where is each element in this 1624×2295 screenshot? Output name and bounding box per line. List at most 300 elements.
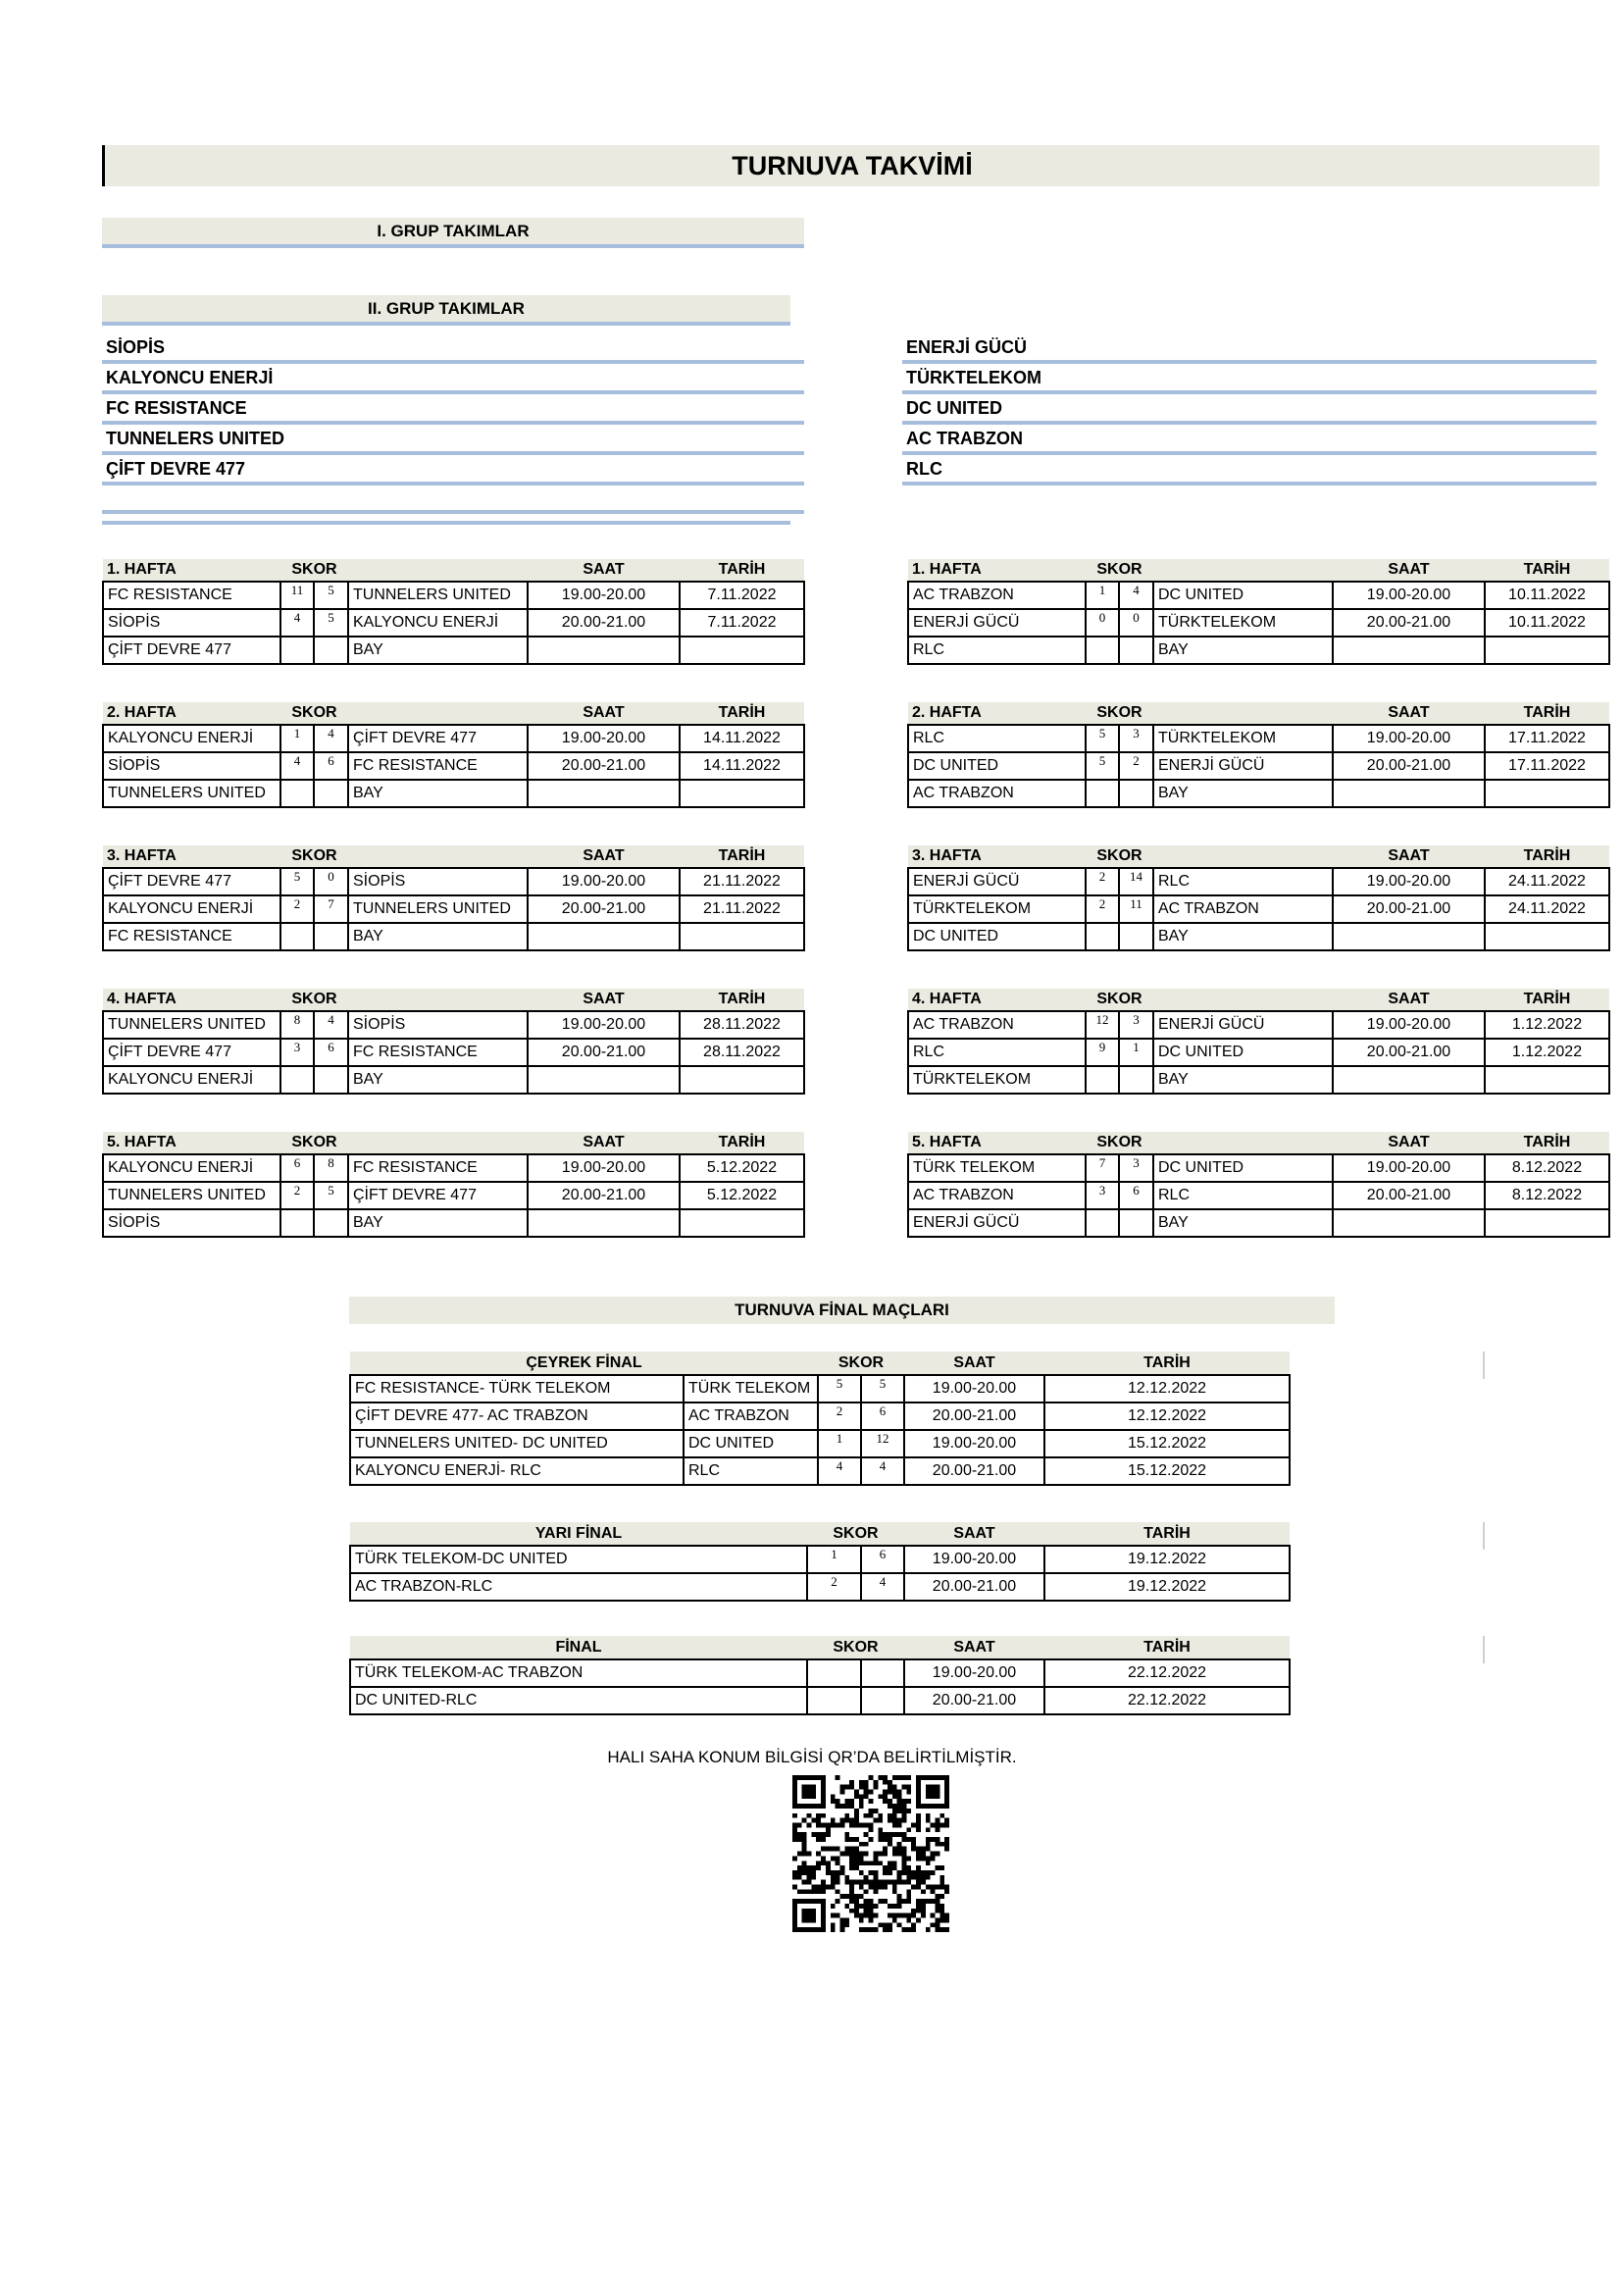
home-team: TÜRK TELEKOM [908, 1154, 1086, 1182]
match-date: 17.11.2022 [1485, 752, 1609, 780]
time-header: SAAT [528, 559, 680, 582]
score-1: 2 [807, 1573, 861, 1601]
week-title: 5. HAFTA [908, 1132, 1086, 1154]
home-team: SİOPİS [103, 1209, 280, 1237]
round-title: ÇEYREK FİNAL [350, 1352, 818, 1375]
date-header: TARİH [680, 559, 804, 582]
match-row [908, 1182, 1609, 1209]
away-score: 4 [1119, 582, 1153, 609]
home-team: SİOPİS [103, 752, 280, 780]
away-score: 4 [314, 725, 348, 752]
team-item [102, 455, 804, 485]
home-score: 4 [280, 752, 314, 780]
score-1: 5 [818, 1375, 861, 1402]
match-date: 5.12.2022 [680, 1182, 804, 1209]
home-score [1086, 923, 1119, 950]
week-header [103, 559, 804, 582]
match-date: 19.12.2022 [1044, 1573, 1290, 1601]
week-table [907, 1132, 1610, 1238]
home-score: 3 [280, 1039, 314, 1066]
week-title: 3. HAFTA [103, 845, 280, 868]
home-score: 5 [1086, 752, 1119, 780]
home-team: RLC [908, 637, 1086, 664]
match-date: 5.12.2022 [680, 1154, 804, 1182]
away-team: KALYONCU ENERJİ [348, 609, 528, 637]
home-score: 5 [280, 868, 314, 895]
time-header: SAAT [904, 1636, 1044, 1659]
match-row [103, 582, 804, 609]
cell-marker [1483, 1352, 1485, 1379]
home-team: ENERJİ GÜCÜ [908, 609, 1086, 637]
away-score: 4 [314, 1011, 348, 1039]
qr-code-icon[interactable] [792, 1775, 949, 1932]
match-date: 22.12.2022 [1044, 1687, 1290, 1714]
away-team: FC RESISTANCE [348, 1154, 528, 1182]
match-name: ÇİFT DEVRE 477- AC TRABZON [350, 1402, 684, 1430]
home-team: SİOPİS [103, 609, 280, 637]
week-table [907, 989, 1610, 1095]
home-team: TÜRKTELEKOM [908, 895, 1086, 923]
match-row [103, 725, 804, 752]
group1-team-list [102, 333, 804, 485]
time-header: SAAT [528, 702, 680, 725]
match-time [528, 780, 680, 807]
match-time: 20.00-21.00 [528, 895, 680, 923]
match-date: 28.11.2022 [680, 1039, 804, 1066]
match-date: 21.11.2022 [680, 895, 804, 923]
date-header: TARİH [1044, 1352, 1290, 1375]
date-header: TARİH [680, 989, 804, 1011]
home-score: 5 [1086, 725, 1119, 752]
match-row [908, 1209, 1609, 1237]
date-header: TARİH [1485, 989, 1609, 1011]
time-header: SAAT [528, 1132, 680, 1154]
score-header: SKOR [818, 1352, 904, 1375]
group1-header [102, 218, 804, 248]
title-bar [102, 145, 1599, 186]
match-date [680, 780, 804, 807]
away-team: FC RESISTANCE [348, 1039, 528, 1066]
match-date: 15.12.2022 [1044, 1430, 1290, 1457]
away-score: 14 [1119, 868, 1153, 895]
time-header: SAAT [1333, 1132, 1485, 1154]
away-team: DC UNITED [1153, 1154, 1333, 1182]
score-header: SKOR [280, 1132, 348, 1154]
week-title: 4. HAFTA [103, 989, 280, 1011]
home-team: TUNNELERS UNITED [103, 1011, 280, 1039]
match-row [908, 1066, 1609, 1094]
away-score [314, 780, 348, 807]
home-team: RLC [908, 1039, 1086, 1066]
away-team: BAY [1153, 1209, 1333, 1237]
away-team: SİOPİS [348, 1011, 528, 1039]
home-score: 2 [280, 895, 314, 923]
score-header: SKOR [1086, 1132, 1153, 1154]
team-name: ÇİFT DEVRE 477 [106, 459, 246, 479]
match-time [528, 1066, 680, 1094]
match-date [1485, 923, 1609, 950]
final-table [349, 1636, 1291, 1715]
away-team: BAY [348, 1209, 528, 1237]
semi-grid [349, 1522, 1291, 1602]
week-header [103, 989, 804, 1011]
home-team: AC TRABZON [908, 1011, 1086, 1039]
match-date [680, 1209, 804, 1237]
score-1: 1 [807, 1546, 861, 1573]
time-header: SAAT [528, 989, 680, 1011]
match-time: 20.00-21.00 [1333, 1039, 1485, 1066]
home-team: DC UNITED [908, 752, 1086, 780]
away-score [314, 637, 348, 664]
score-header: SKOR [807, 1636, 904, 1659]
time-header: SAAT [1333, 845, 1485, 868]
away-score: 8 [314, 1154, 348, 1182]
score-header: SKOR [280, 702, 348, 725]
match-date: 12.12.2022 [1044, 1375, 1290, 1402]
blank-header [348, 559, 528, 582]
match-row [103, 868, 804, 895]
blank-header [1153, 702, 1333, 725]
date-header: TARİH [680, 702, 804, 725]
match-time: 20.00-21.00 [528, 609, 680, 637]
round-title: YARI FİNAL [350, 1522, 807, 1546]
match-date [680, 1066, 804, 1094]
home-team: KALYONCU ENERJİ [103, 1066, 280, 1094]
week-table [907, 845, 1610, 951]
match-row [103, 1066, 804, 1094]
away-team: FC RESISTANCE [348, 752, 528, 780]
home-score [280, 780, 314, 807]
match-name: KALYONCU ENERJİ- RLC [350, 1457, 684, 1485]
match-name: TÜRK TELEKOM-DC UNITED [350, 1546, 807, 1573]
score-2 [861, 1687, 904, 1714]
finals-title-label: TURNUVA FİNAL MAÇLARI [735, 1300, 949, 1319]
home-team: AC TRABZON [908, 1182, 1086, 1209]
match-row [908, 868, 1609, 895]
away-score: 3 [1119, 1011, 1153, 1039]
match-row [908, 1154, 1609, 1182]
match-time: 20.00-21.00 [1333, 1182, 1485, 1209]
away-score: 6 [314, 1039, 348, 1066]
away-team: TUNNELERS UNITED [348, 895, 528, 923]
week-table [102, 989, 805, 1095]
team-name: TUNNELERS UNITED [106, 429, 285, 448]
blank-header [348, 989, 528, 1011]
away-score [314, 1209, 348, 1237]
away-score: 0 [314, 868, 348, 895]
away-score [314, 923, 348, 950]
away-score [1119, 1209, 1153, 1237]
blank-header [348, 702, 528, 725]
match-date: 7.11.2022 [680, 582, 804, 609]
away-team: TUNNELERS UNITED [348, 582, 528, 609]
match-row [103, 1154, 804, 1182]
date-header: TARİH [1485, 845, 1609, 868]
away-score [1119, 1066, 1153, 1094]
group2-header [102, 295, 790, 326]
away-score: 1 [1119, 1039, 1153, 1066]
match-name: DC UNITED-RLC [350, 1687, 807, 1714]
time-header: SAAT [528, 845, 680, 868]
match-row [350, 1659, 1290, 1687]
date-header: TARİH [1044, 1522, 1290, 1546]
match-time [528, 1209, 680, 1237]
away-score: 5 [314, 582, 348, 609]
score-2: 6 [861, 1402, 904, 1430]
team-name: FC RESISTANCE [106, 398, 247, 418]
home-team: ÇİFT DEVRE 477 [103, 1039, 280, 1066]
score-2: 4 [861, 1457, 904, 1485]
home-score [1086, 1066, 1119, 1094]
match-row [350, 1457, 1290, 1485]
match-row [908, 725, 1609, 752]
divider [102, 521, 790, 525]
page-title: TURNUVA TAKVİMİ [732, 150, 973, 180]
home-score: 2 [1086, 895, 1119, 923]
match-date: 1.12.2022 [1485, 1011, 1609, 1039]
week-header [908, 559, 1609, 582]
match-date: 24.11.2022 [1485, 868, 1609, 895]
week-header [908, 989, 1609, 1011]
home-team: TUNNELERS UNITED [103, 780, 280, 807]
home-score: 11 [280, 582, 314, 609]
away-team: RLC [1153, 1182, 1333, 1209]
week-header [908, 1132, 1609, 1154]
match-time: 20.00-21.00 [528, 1182, 680, 1209]
time-header: SAAT [904, 1522, 1044, 1546]
blank-header [1153, 1132, 1333, 1154]
date-header: TARİH [1044, 1636, 1290, 1659]
match-date [680, 637, 804, 664]
team-name: TÜRKTELEKOM [906, 368, 1041, 387]
score-2: 12 [861, 1430, 904, 1457]
finals-title [349, 1297, 1335, 1324]
away-team: BAY [1153, 1066, 1333, 1094]
match-date: 10.11.2022 [1485, 582, 1609, 609]
away-score [314, 1066, 348, 1094]
match-time: 20.00-21.00 [904, 1573, 1044, 1601]
home-team: KALYONCU ENERJİ [103, 725, 280, 752]
away-team: TÜRKTELEKOM [1153, 725, 1333, 752]
team-item [902, 455, 1597, 485]
time-header: SAAT [1333, 702, 1485, 725]
round-title: FİNAL [350, 1636, 807, 1659]
away-team: BAY [1153, 780, 1333, 807]
match-time: 19.00-20.00 [528, 868, 680, 895]
match-time: 19.00-20.00 [904, 1546, 1044, 1573]
match-time: 20.00-21.00 [1333, 752, 1485, 780]
score-1 [807, 1687, 861, 1714]
blank-header [1153, 989, 1333, 1011]
away-team: BAY [348, 923, 528, 950]
match-time [1333, 780, 1485, 807]
away-score: 0 [1119, 609, 1153, 637]
score-header: SKOR [1086, 845, 1153, 868]
blank-header [348, 1132, 528, 1154]
match-date: 19.12.2022 [1044, 1546, 1290, 1573]
match-row [103, 1039, 804, 1066]
match-row [103, 1011, 804, 1039]
match-name: TÜRK TELEKOM-AC TRABZON [350, 1659, 807, 1687]
winner-team: DC UNITED [684, 1430, 818, 1457]
match-date [680, 923, 804, 950]
week-table [102, 845, 805, 951]
winner-team: TÜRK TELEKOM [684, 1375, 818, 1402]
week-header [908, 845, 1609, 868]
away-team: ÇİFT DEVRE 477 [348, 725, 528, 752]
away-team: TÜRKTELEKOM [1153, 609, 1333, 637]
away-team: BAY [348, 637, 528, 664]
match-row [350, 1375, 1290, 1402]
match-date [1485, 1066, 1609, 1094]
match-time: 20.00-21.00 [904, 1687, 1044, 1714]
match-date: 21.11.2022 [680, 868, 804, 895]
match-row [350, 1546, 1290, 1573]
away-score: 5 [314, 1182, 348, 1209]
match-time: 19.00-20.00 [528, 582, 680, 609]
week-title: 3. HAFTA [908, 845, 1086, 868]
match-row [103, 895, 804, 923]
score-header: SKOR [1086, 559, 1153, 582]
home-score: 1 [280, 725, 314, 752]
winner-team: AC TRABZON [684, 1402, 818, 1430]
team-item [902, 364, 1597, 394]
match-time [1333, 1209, 1485, 1237]
match-date [1485, 637, 1609, 664]
team-name: KALYONCU ENERJİ [106, 368, 274, 387]
home-team: AC TRABZON [908, 780, 1086, 807]
home-team: FC RESISTANCE [103, 582, 280, 609]
quarter-final-table [349, 1352, 1291, 1486]
match-row [908, 582, 1609, 609]
home-score: 12 [1086, 1011, 1119, 1039]
home-team: FC RESISTANCE [103, 923, 280, 950]
time-header: SAAT [904, 1352, 1044, 1375]
score-header: SKOR [280, 559, 348, 582]
home-score: 3 [1086, 1182, 1119, 1209]
cell-marker [1483, 1636, 1485, 1663]
home-team: AC TRABZON [908, 582, 1086, 609]
team-item [902, 394, 1597, 425]
match-date: 7.11.2022 [680, 609, 804, 637]
match-time: 20.00-21.00 [528, 1039, 680, 1066]
home-team: ENERJİ GÜCÜ [908, 1209, 1086, 1237]
match-time: 19.00-20.00 [1333, 1154, 1485, 1182]
away-score: 2 [1119, 752, 1153, 780]
away-score: 7 [314, 895, 348, 923]
week-header [103, 702, 804, 725]
score-2: 6 [861, 1546, 904, 1573]
match-time: 19.00-20.00 [1333, 582, 1485, 609]
home-score [280, 1209, 314, 1237]
away-score [1119, 923, 1153, 950]
team-name: DC UNITED [906, 398, 1002, 418]
week-title: 2. HAFTA [908, 702, 1086, 725]
away-team: AC TRABZON [1153, 895, 1333, 923]
week-title: 1. HAFTA [103, 559, 280, 582]
home-score: 8 [280, 1011, 314, 1039]
match-time: 19.00-20.00 [528, 1011, 680, 1039]
week-title: 2. HAFTA [103, 702, 280, 725]
match-row [103, 923, 804, 950]
home-score: 9 [1086, 1039, 1119, 1066]
home-team: ÇİFT DEVRE 477 [103, 868, 280, 895]
cell-marker [1483, 1522, 1485, 1550]
match-time [1333, 923, 1485, 950]
match-time: 19.00-20.00 [904, 1659, 1044, 1687]
match-time: 20.00-21.00 [1333, 609, 1485, 637]
score-1: 4 [818, 1457, 861, 1485]
match-name: TUNNELERS UNITED- DC UNITED [350, 1430, 684, 1457]
match-date: 10.11.2022 [1485, 609, 1609, 637]
match-row [908, 780, 1609, 807]
match-date: 15.12.2022 [1044, 1457, 1290, 1485]
team-item [102, 364, 804, 394]
match-time: 20.00-21.00 [904, 1402, 1044, 1430]
qr-note: HALI SAHA KONUM BİLGİSİ QR’DA BELİRTİLMİŞTİR. [607, 1748, 1017, 1766]
match-date: 28.11.2022 [680, 1011, 804, 1039]
week-table [102, 559, 805, 665]
away-team: DC UNITED [1153, 582, 1333, 609]
time-header: SAAT [1333, 989, 1485, 1011]
away-team: ENERJİ GÜCÜ [1153, 752, 1333, 780]
team-item [102, 333, 804, 364]
date-header: TARİH [1485, 559, 1609, 582]
score-2: 5 [861, 1375, 904, 1402]
winner-team: RLC [684, 1457, 818, 1485]
group2-header-label: II. GRUP TAKIMLAR [368, 298, 525, 318]
match-date: 17.11.2022 [1485, 725, 1609, 752]
away-score: 5 [314, 609, 348, 637]
match-time: 20.00-21.00 [1333, 895, 1485, 923]
away-team: RLC [1153, 868, 1333, 895]
home-score: 0 [1086, 609, 1119, 637]
match-row [103, 752, 804, 780]
match-name: FC RESISTANCE- TÜRK TELEKOM [350, 1375, 684, 1402]
match-row [908, 923, 1609, 950]
home-score [280, 637, 314, 664]
week-table [102, 702, 805, 808]
score-header: SKOR [280, 989, 348, 1011]
match-date: 8.12.2022 [1485, 1154, 1609, 1182]
match-time [1333, 637, 1485, 664]
week-table [907, 559, 1610, 665]
away-score: 11 [1119, 895, 1153, 923]
match-time [528, 923, 680, 950]
match-time: 19.00-20.00 [1333, 868, 1485, 895]
match-time: 19.00-20.00 [904, 1375, 1044, 1402]
match-time: 20.00-21.00 [904, 1457, 1044, 1485]
match-time: 19.00-20.00 [1333, 1011, 1485, 1039]
time-header: SAAT [1333, 559, 1485, 582]
match-row [103, 609, 804, 637]
date-header: TARİH [1485, 1132, 1609, 1154]
score-2 [861, 1659, 904, 1687]
home-score: 4 [280, 609, 314, 637]
away-team: SİOPİS [348, 868, 528, 895]
away-team: BAY [1153, 923, 1333, 950]
week-title: 5. HAFTA [103, 1132, 280, 1154]
group2-team-list [902, 333, 1597, 485]
away-team: BAY [348, 780, 528, 807]
home-team: RLC [908, 725, 1086, 752]
score-header: SKOR [807, 1522, 904, 1546]
home-score [280, 1066, 314, 1094]
home-team: DC UNITED [908, 923, 1086, 950]
team-name: SİOPİS [106, 337, 166, 357]
match-row [350, 1687, 1290, 1714]
home-team: TÜRKTELEKOM [908, 1066, 1086, 1094]
